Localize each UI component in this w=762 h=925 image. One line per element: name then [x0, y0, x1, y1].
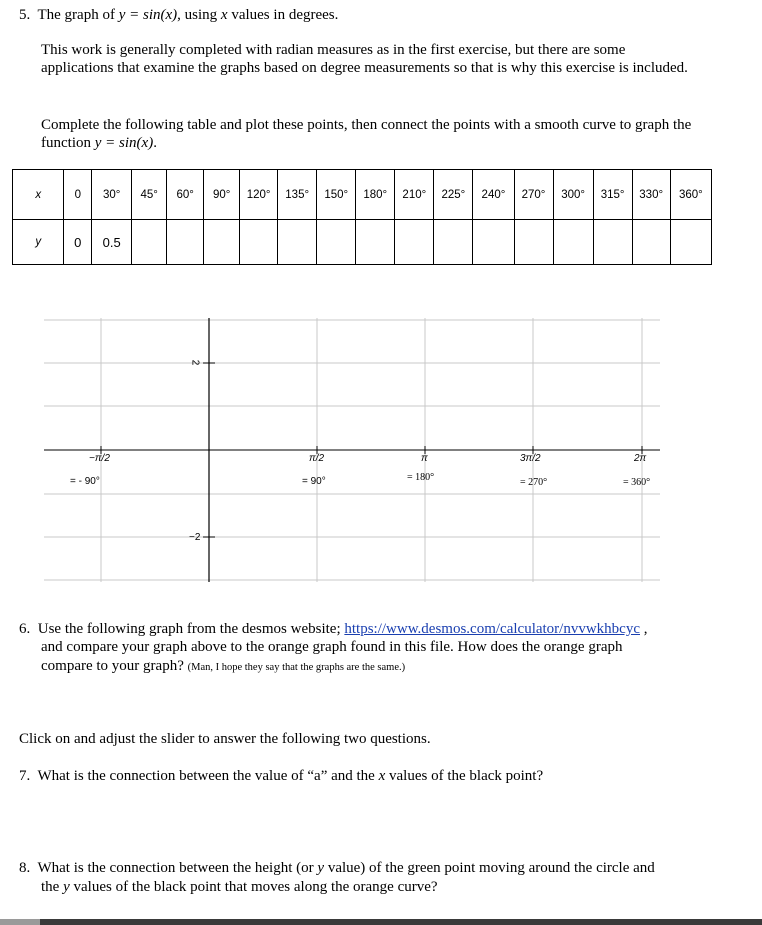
x-cell: 225° — [434, 170, 473, 220]
x-cell: 240° — [473, 170, 514, 220]
q5-paragraph-1: This work is generally completed with radian measures as in the first exercise, but there are some applications that examine the graphs based on degree measurements so that is why this exercise is included. — [41, 42, 688, 76]
y-tick-label-top: 2 — [189, 359, 201, 366]
y-cell[interactable]: 0 — [64, 220, 92, 265]
x-cell: 315° — [593, 170, 632, 220]
x-cell: 45° — [132, 170, 167, 220]
x-cell: 60° — [167, 170, 204, 220]
q6-aside: (Man, I hope they say that the graphs are the same.) — [187, 662, 406, 673]
x-cell: 330° — [632, 170, 670, 220]
desmos-link[interactable]: https://www.desmos.com/calculator/nvvwkhbcyc — [344, 621, 640, 637]
q5-number: 5. — [19, 7, 31, 23]
y-cell[interactable]: 0.5 — [92, 220, 132, 265]
slider-instructions: Click on and adjust the slider to answer the following two questions. — [19, 731, 431, 747]
x-cell: 150° — [317, 170, 356, 220]
x-cell: 180° — [356, 170, 395, 220]
x-tick-label-neg-half-pi: −π/2 — [89, 453, 110, 464]
x-cell: 135° — [278, 170, 317, 220]
x-cell: 270° — [514, 170, 553, 220]
x-cell: 90° — [204, 170, 240, 220]
q8-number: 8. — [19, 860, 31, 876]
x-tick-label-three-half-pi: 3π/2 — [520, 453, 541, 464]
q5-paragraph-2: Complete the following table and plot these points, then connect the points with a smooth curve to graph the function y = sin(x). — [41, 117, 692, 151]
q6-line-2: and compare your graph above to the orange graph found in this file. How does the orange graph — [41, 639, 623, 655]
q7-number: 7. — [19, 768, 31, 784]
q7-text: 7. What is the connection between the value of “a” and the x values of the black point? — [19, 768, 544, 784]
q6-line-3: compare to your graph? (Man, I hope they say that the graphs are the same.) — [41, 658, 406, 674]
q6-number: 6. — [19, 621, 31, 637]
y-label: y — [13, 220, 64, 265]
deg-label-270: = 270° — [520, 477, 548, 488]
q5-heading: 5. The graph of y = sin(x), using x values in degrees. — [19, 7, 339, 23]
deg-label-360: = 360° — [623, 477, 651, 488]
x-cell: 120° — [240, 170, 278, 220]
q8-text: 8. What is the connection between the height (or y value) of the green point moving around the circle and — [19, 860, 655, 876]
q8-line-2: the y values of the black point that moves along the orange curve? — [41, 879, 438, 895]
x-tick-label-two-pi: 2π — [634, 453, 647, 464]
x-cell: 210° — [395, 170, 434, 220]
x-label: x — [13, 170, 64, 220]
deg-label-neg-90: = - 90° — [70, 476, 100, 487]
x-tick-label-half-pi: π/2 — [309, 453, 325, 464]
x-tick-label-pi: π — [421, 453, 428, 464]
q6-text: 6. Use the following graph from the desmos website; https://www.desmos.com/calculator/nvvwkhbcyc , — [19, 621, 648, 637]
x-cell: 360° — [670, 170, 711, 220]
deg-label-90: = 90° — [302, 476, 326, 487]
y-tick-label-bottom: −2 — [189, 532, 201, 543]
x-cell: 300° — [553, 170, 593, 220]
x-cell: 0 — [64, 170, 92, 220]
window-bottom-bar — [0, 919, 762, 925]
deg-label-180: = 180° — [407, 472, 435, 483]
x-cell: 30° — [92, 170, 132, 220]
